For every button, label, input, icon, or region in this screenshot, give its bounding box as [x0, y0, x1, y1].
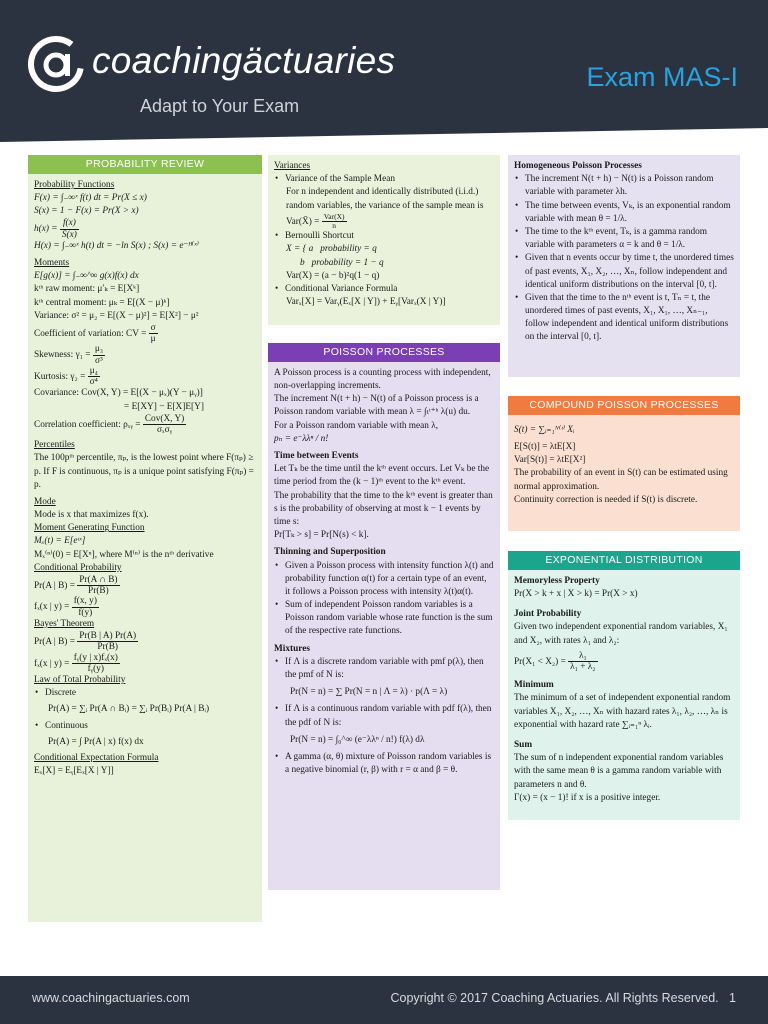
list-item: [34, 720, 256, 733]
homogeneous-list: [514, 173, 734, 344]
frac-num: Cov(X, Y): [144, 413, 185, 424]
eq-conditional-density-lhs: fₓ(x | y) =: [34, 602, 70, 613]
continuous-label: Continuous: [45, 720, 88, 731]
eq-bayes-1-lhs: Pr(A | B) =: [34, 636, 75, 647]
poisson-processes-panel: [268, 362, 500, 890]
heading-conditional-probability: Conditional Probability: [34, 562, 122, 573]
percentile-text: The 100pᵗʰ percentile, πₚ, is the lowest point where F(πₚ) ≥ p. If F is continuous, πₚ is a unique point satisfying F(πₚ) = p.: [34, 453, 254, 490]
discrete-label: Discrete: [45, 688, 76, 699]
mixtures-list-2: [274, 703, 494, 729]
brand-name: coachingäctuaries: [92, 40, 396, 81]
tbe-text-1: Let Tₖ be the time until the kᵗʰ event occurs. Let Vₖ be the time period from the (k − 1)ᵗʰ event to the kᵗʰ event.: [274, 464, 490, 488]
list-item: [514, 252, 734, 292]
mixture-eq-2: Pr(N = n) = ∫₀^∞ (e⁻λλⁿ / n!) f(λ) dλ: [290, 734, 425, 745]
exponential-panel: [508, 570, 740, 820]
heading-bayes: Bayes' Theorem: [34, 618, 95, 629]
column-probability-review: [28, 155, 262, 922]
bernoulli-b: b probability = 1 − q: [286, 257, 384, 268]
heading-mode: Mode: [34, 496, 56, 507]
cpp-continuity: Continuity correction is needed if S(t) is discrete.: [514, 494, 698, 505]
joint-text: Given two independent exponential random variables, X₁ and X₂, with rates λ₁ and λ₂:: [514, 622, 728, 646]
frac-conditional-prob: [77, 575, 119, 596]
cond-var-heading: Conditional Variance Formula: [285, 284, 398, 294]
frac-kurtosis: [88, 366, 100, 387]
frac-den: σ⁴: [89, 377, 98, 388]
heading-memoryless: Memoryless Property: [514, 575, 600, 586]
eq-conditional-prob: [34, 575, 256, 596]
frac-den: fᵧ(y): [87, 663, 104, 674]
tbe-text-2: The probability that the time to the kᵗʰ event is greater than s is the probability of observing at most k − 1 events by time s:: [274, 490, 493, 527]
bernoulli-a: X = { a probability = q: [286, 244, 377, 255]
page-number: 1: [729, 991, 736, 1005]
frac-den: σ³: [95, 355, 103, 366]
list-item: [514, 226, 734, 252]
eq-conditional-prob-lhs: Pr(A | B) =: [34, 580, 75, 591]
hpp-text-3: The time to the kᵗʰ event, Tₖ, is a gamma random variable with parameters α = k and θ = 1/λ.: [525, 226, 707, 251]
column-processes-exponential: [508, 155, 740, 820]
frac-cv: [149, 323, 158, 344]
frac-hazard: [60, 218, 79, 239]
list-item: [274, 230, 494, 243]
bernoulli-heading: Bernoulli Shortcut: [285, 231, 354, 242]
heading-total-probability: Law of Total Probability: [34, 674, 126, 685]
mixture-text-1: If Λ is a discrete random variable with pmf p(λ), then the pmf of N is:: [285, 656, 484, 681]
variances-list: [274, 173, 494, 186]
list-item: [274, 656, 494, 682]
thinning-text-1: Given a Poisson process with intensity function λ(t) and probability function α(t) for a certain type of an event, it follows a Poisson process with intensity λ(t)α(t).: [285, 560, 494, 597]
list-item: [514, 173, 734, 199]
frac-den: σₓσᵧ: [156, 424, 173, 435]
cpp-mean: E[S(t)] = λtE[X]: [514, 442, 576, 453]
frac-num: μ₃: [94, 344, 104, 355]
frac-den: Pr(B): [88, 586, 109, 597]
eq-cumulative-hazard: H(x) = ∫₋∞ˣ h(t) dt = −ln S(x) ; S(x) = e⁻ᴴ⁽ˣ⁾: [34, 240, 199, 251]
eq-kurtosis-lhs: Kurtosis: γ₂ =: [34, 371, 86, 382]
variances-list-3: [274, 283, 494, 296]
mixtures-list-3: [274, 751, 494, 777]
thinning-text-2: Sum of independent Poisson random variables is a Poisson random variable whose rate function is the sum of the respective rate functions.: [285, 600, 493, 637]
minimum-text: The minimum of a set of independent exponential random variables X₁, X₂, …, Xₙ with hazard rates λ₁, λ₂, …, λₙ is exponential with hazard rate ∑ᵢ₌₁ⁿ λᵢ.: [514, 693, 731, 730]
eq-skewness: [34, 344, 256, 365]
eq-expectation: E[g(x)] = ∫₋∞^∞ g(x)f(x) dx: [34, 271, 139, 282]
frac-den: f(y): [78, 607, 93, 618]
mixture-eq-1: Pr(N = n) = ∑ Pr(N = n | Λ = λ) · p(Λ = λ): [290, 687, 448, 698]
heading-cef: Conditional Expectation Formula: [34, 752, 159, 763]
total-probability-list-2: [34, 720, 256, 733]
section-title-poisson-processes: POISSON PROCESSES: [268, 343, 500, 362]
eq-mgf-derivative: Mₓ⁽ⁿ⁾(0) = E[Xⁿ], where M⁽ⁿ⁾ is the nᵗʰ derivative: [34, 549, 214, 560]
eq-cdf: F(x) = ∫₋∞ˣ f(t) dt = Pr(X ≤ x): [34, 193, 147, 204]
eq-bayes-1: [34, 631, 256, 652]
heading-thinning: Thinning and Superposition: [274, 547, 386, 558]
gamma-function-text: Γ(x) = (x − 1)! if x is a positive integer.: [514, 792, 661, 803]
heading-minimum: Minimum: [514, 680, 554, 691]
eq-mgf: Mₓ(t) = E[eᵗˣ]: [34, 536, 86, 547]
frac-den: Pr(B): [97, 642, 119, 653]
memoryless-eq: Pr(X > k + x | X > k) = Pr(X > x): [514, 589, 638, 599]
frac-num: σ: [150, 323, 156, 334]
list-item: [34, 687, 256, 700]
list-item: [514, 200, 734, 226]
sample-mean-heading: Variance of the Sample Mean: [285, 174, 395, 185]
frac-num: λ₁: [568, 651, 597, 662]
section-title-compound-poisson: COMPOUND POISSON PROCESSES: [508, 396, 740, 415]
frac-joint: [568, 651, 597, 672]
at-sign-logo-icon: [26, 34, 86, 94]
frac-conditional-density: [72, 596, 99, 617]
joint-eq-lhs: Pr(X₁ < X₂) =: [514, 656, 566, 667]
pp-text-3: For a Poisson random variable with mean λ,: [274, 420, 439, 431]
mixtures-list: [274, 656, 494, 682]
eq-skewness-lhs: Skewness: γ₁ =: [34, 350, 91, 361]
eq-discrete: Pr(A) = ∑ᵢ Pr(A ∩ Bᵢ) = ∑ᵢ Pr(Bᵢ) Pr(A | Bᵢ): [48, 704, 210, 715]
eq-central-moment: kᵗʰ central moment: μₖ = E[(X − μ)ᵏ]: [34, 297, 170, 308]
pp-text-1: A Poisson process is a counting process with independent, non-overlapping increments.: [274, 367, 491, 392]
eq-cv-lhs: Coefficient of variation: CV =: [34, 328, 147, 339]
heading-homogeneous-poisson: Homogeneous Poisson Processes: [514, 161, 642, 171]
list-item: [274, 703, 494, 729]
hpp-text-4: Given that n events occur by time t, the unordered times of past events, X₁, X₂, …, Xₙ, follow independent and identical uniform distributions on the interval [0, t].: [525, 253, 734, 290]
frac-num: Pr(B | A) Pr(A): [79, 631, 137, 642]
eq-survival: S(x) = 1 − F(x) = Pr(X > x): [34, 206, 139, 217]
frac-num: Pr(A ∩ B): [79, 575, 118, 586]
cpp-normal-approx: The probability of an event in S(t) can be estimated using normal approximation.: [514, 468, 728, 492]
list-item: [274, 283, 494, 296]
eq-bayes-2-lhs: fₓ(x | y) =: [34, 658, 70, 669]
heading-mixtures: Mixtures: [274, 643, 310, 654]
list-item: [274, 173, 494, 186]
frac-sample-mean: [322, 213, 347, 231]
bernoulli-var: Var(X) = (a − b)²q(1 − q): [286, 270, 380, 281]
heading-variances: Variances: [274, 161, 311, 171]
sum-text: The sum of n independent exponential random variables with the same mean θ is a gamma random variable with parameters n and θ.: [514, 753, 724, 790]
cond-var-eq: Varₓ[X] = Varᵧ(Eₓ[X | Y]) + Eᵧ[Varₓ(X | Y)]: [286, 297, 446, 308]
list-item: [514, 292, 734, 345]
eq-cef: Eₓ[X] = Eᵧ[Eₓ[X | Y]]: [34, 766, 114, 777]
eq-hazard-lhs: h(x) =: [34, 224, 58, 235]
eq-continuous: Pr(A) = ∫ Pr(A | x) f(x) dx: [48, 736, 144, 747]
section-title-probability-review: PROBABILITY REVIEW: [28, 155, 262, 174]
eq-kurtosis: [34, 366, 256, 387]
eq-hazard: [34, 218, 256, 239]
frac-den: S(x): [61, 229, 77, 240]
footer-website-link[interactable]: www.coachingactuaries.com: [32, 991, 190, 1005]
variances-panel: [268, 155, 500, 325]
tagline: Adapt to Your Exam: [140, 96, 300, 116]
eq-bayes-2: [34, 653, 256, 674]
total-probability-list: [34, 687, 256, 700]
tbe-eq: Pr[Tₖ > s] = Pr[N(s) < k].: [274, 530, 369, 541]
frac-bayes-1: [77, 631, 138, 652]
header-banner: [0, 0, 768, 142]
hpp-text-1: The increment N(t + h) − N(t) is a Poisson random variable with parameter λh.: [525, 174, 714, 198]
pp-text-2: The increment N(t + h) − N(t) of a Poisson process is a Poisson random variable with mean λ = ∫ₜᵗ⁺ʰ λ(u) du.: [274, 394, 479, 418]
heading-percentiles: Percentiles: [34, 440, 75, 451]
frac-den: μ: [150, 334, 156, 345]
hpp-text-5: Given that the time to the nᵗʰ event is t, Tₙ = t, the unordered times of past events, X₁, X₁, …, Xₙ₋₁, follow independent and identical uniform distributions on the interval [0, t].: [525, 292, 729, 343]
column-poisson: [268, 155, 500, 890]
probability-review-panel: [28, 174, 262, 922]
section-title-exponential: EXPONENTIAL DISTRIBUTION: [508, 551, 740, 570]
heading-mgf: Moment Generating Function: [34, 523, 145, 534]
frac-num: Var(X): [323, 211, 345, 221]
cpp-var: Var[S(t)] = λtE[X²]: [514, 455, 586, 466]
sample-mean-text: [274, 186, 494, 230]
eq-cv: [34, 323, 256, 344]
eq-covariance-2: = E[XY] − E[X]E[Y]: [124, 401, 204, 412]
eq-covariance: Covariance: Cov(X, Y) = E[(X − μₓ)(Y − μᵧ)]: [34, 388, 203, 399]
frac-num: μ₄: [88, 366, 100, 377]
heading-joint-probability: Joint Probability: [514, 609, 582, 620]
joint-eq: [514, 651, 734, 672]
eq-variance: Variance: σ² = μ₂ = E[(X − μ)²] = E[X²] − μ²: [34, 310, 199, 321]
homogeneous-poisson-panel: [508, 155, 740, 377]
footer-copyright: [390, 991, 736, 1005]
variances-list-2: [274, 230, 494, 243]
sample-mean-body: For n independent and identically distributed (i.i.d.) random variables, the variance of the sample mean is Var(X̄) =: [286, 187, 484, 227]
frac-num: f(x, y): [73, 596, 97, 607]
compound-poisson-panel: [508, 415, 740, 531]
frac-bayes-2: [72, 653, 120, 674]
frac-den: λ₁ + λ₂: [570, 661, 596, 672]
frac-den: n: [332, 221, 336, 230]
list-item: [274, 751, 494, 777]
pp-pmf: pₙ = e⁻λλⁿ / n!: [274, 433, 329, 444]
frac-correlation: [143, 414, 186, 435]
list-item: [274, 599, 494, 639]
heading-sum: Sum: [514, 739, 533, 750]
copyright-text: Copyright © 2017 Coaching Actuaries. All Rights Reserved.: [390, 991, 719, 1005]
frac-skewness: [93, 344, 105, 365]
mode-text: Mode is x that maximizes f(x).: [34, 510, 149, 521]
exam-title: Exam MAS-I: [586, 62, 738, 92]
thinning-list: [274, 560, 494, 639]
eq-conditional-density: [34, 596, 256, 617]
hpp-text-2: The time between events, Vₖ, is an exponential random variable with mean θ = 1/λ.: [525, 200, 731, 224]
heading-moments: Moments: [34, 258, 70, 269]
mixture-text-3: A gamma (α, θ) mixture of Poisson random variables is a negative binomial (r, β) with r = α and β = θ.: [285, 751, 492, 776]
eq-raw-moment: kᵗʰ raw moment: μ′ₖ = E[Xᵏ]: [34, 284, 140, 295]
heading-time-between-events: Time between Events: [274, 451, 359, 462]
list-item: [274, 560, 494, 600]
cpp-sum: S(t) = ∑ᵢ₌₁ᴺ⁽ᵗ⁾ Xᵢ: [514, 424, 575, 435]
mixture-text-2: If Λ is a continuous random variable with pdf f(λ), then the pdf of N is:: [285, 704, 492, 728]
eq-correlation: [34, 414, 256, 435]
frac-num: f(x): [60, 218, 79, 229]
heading-probability-functions: Probability Functions: [34, 179, 115, 190]
frac-num: fᵧ(y | x)fₓ(x): [73, 652, 118, 663]
eq-correlation-lhs: Correlation coefficient: ρₓᵧ =: [34, 419, 141, 430]
header-diagonal-strip: [0, 128, 768, 142]
footer-bar: [0, 976, 768, 1024]
